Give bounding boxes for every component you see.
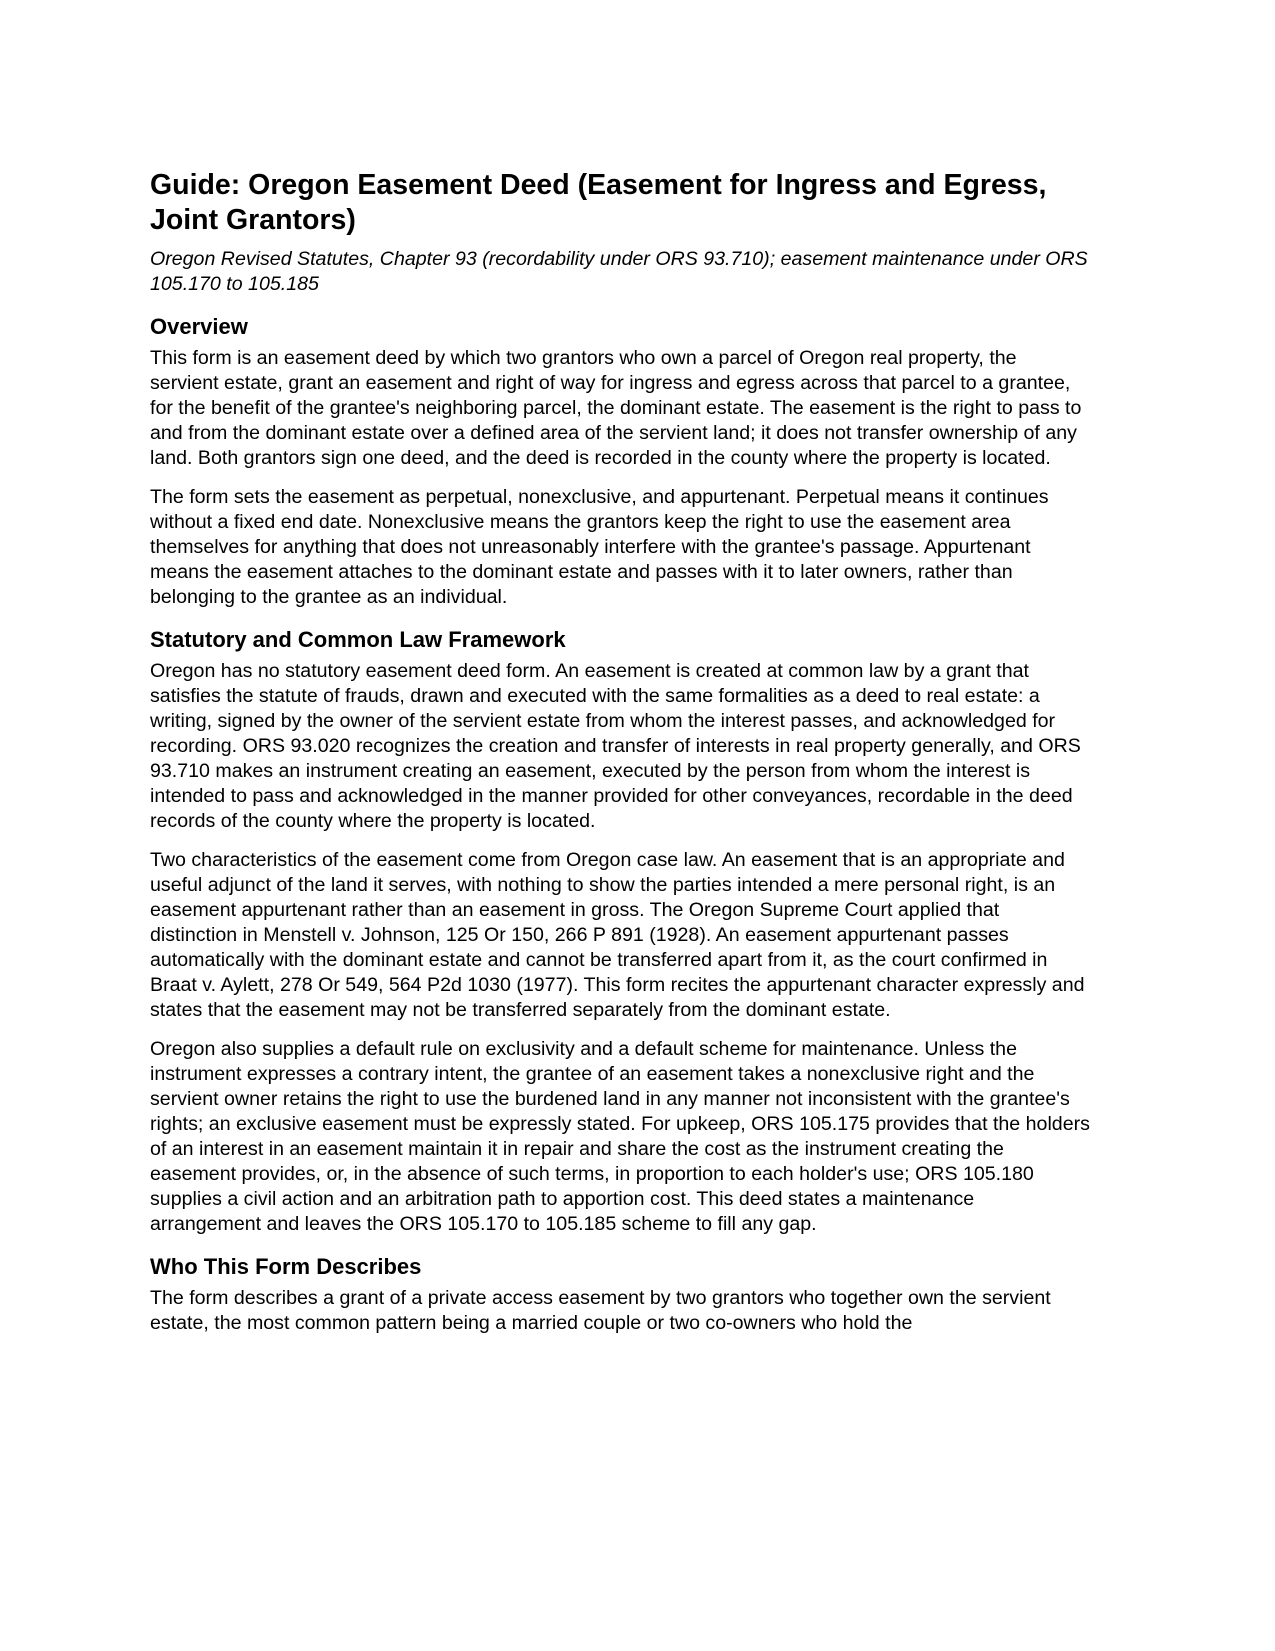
paragraph: Two characteristics of the easement come from Oregon case law. An easement that is an appropriate and useful adjunct of the land it serves, with nothing to show the parties intended a mere personal right, is an easement appurtenant rather than an easement in gross. The Oregon Supreme Court applied that distinction in Menstell v. Johnson, 125 Or 150, 266 P 891 (1928). An easement appurtenant passes automatically with the dominant estate and cannot be transferred apart from it, as the court confirmed in Braat v. Aylett, 278 Or 549, 564 P2d 1030 (1977). This form recites the appurtenant character expressly and states that the easement may not be transferred separately from the dominant estate.	[150, 849, 1085, 1021]
section-overview	[150, 313, 1090, 610]
paragraph: Oregon also supplies a default rule on exclusivity and a default scheme for maintenance. Unless the instrument expresses a contrary intent, the grantee of an easement takes a nonexclusive right and the servient owner retains the right to use the burdened land in any manner not inconsistent with the grantee's rights; an exclusive easement must be expressly stated. For upkeep, ORS 105.175 provides that the holders of an interest in an easement maintain it in repair and share the cost as the instrument creating the easement provides, or, in the absence of such terms, in proportion to each holder's use; ORS 105.180 supplies a civil action and an arbitration path to apportion cost. This deed states a maintenance arrangement and leaves the ORS 105.170 to 105.185 scheme to fill any gap.	[150, 1038, 1090, 1235]
section-who-this-form-describes	[150, 1253, 1090, 1336]
paragraph: This form is an easement deed by which two grantors who own a parcel of Oregon real property, the servient estate, grant an easement and right of way for ingress and egress across that parcel to a grantee, for the benefit of the grantee's neighboring parcel, the dominant estate. The easement is the right to pass to and from the dominant estate over a defined area of the servient land; it does not transfer ownership of any land. Both grantors sign one deed, and the deed is recorded in the county where the property is located.	[150, 347, 1082, 469]
page-subtitle: Oregon Revised Statutes, Chapter 93 (recordability under ORS 93.710); easement maintenance under ORS 105.170 to 105.185	[150, 248, 1088, 295]
paragraph: Oregon has no statutory easement deed form. An easement is created at common law by a grant that satisfies the statute of frauds, drawn and executed with the same formalities as a deed to real estate: a writing, signed by the owner of the servient estate from whom the interest passes, and acknowledged for recording. ORS 93.020 recognizes the creation and transfer of interests in real property generally, and ORS 93.710 makes an instrument creating an easement, executed by the person from whom the interest is intended to pass and acknowledged in the manner provided for other conveyances, recordable in the deed records of the county where the property is located.	[150, 660, 1081, 832]
section-heading: Overview	[150, 314, 248, 339]
page-title: Guide: Oregon Easement Deed (Easement for Ingress and Egress, Joint Grantors)	[150, 169, 1047, 236]
section-heading: Who This Form Describes	[150, 1254, 422, 1279]
document-body	[150, 168, 1090, 1336]
section-statutory-framework	[150, 626, 1090, 1237]
paragraph: The form sets the easement as perpetual, nonexclusive, and appurtenant. Perpetual means it continues without a fixed end date. Nonexclusive means the grantors keep the right to use the easement area themselves for anything that does not unreasonably interfere with the grantee's passage. Appurtenant means the easement attaches to the dominant estate and passes with it to later owners, rather than belonging to the grantee as an individual.	[150, 486, 1049, 608]
paragraph: The form describes a grant of a private access easement by two grantors who together own the servient estate, the most common pattern being a married couple or two co-owners who hold the	[150, 1287, 1051, 1334]
section-heading: Statutory and Common Law Framework	[150, 627, 566, 652]
